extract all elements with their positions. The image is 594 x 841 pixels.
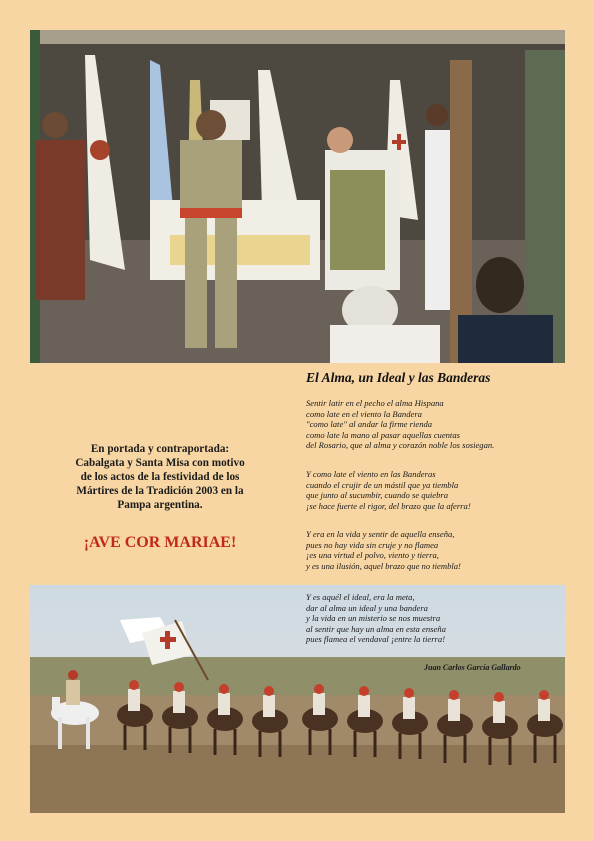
poem-title: El Alma, un Ideal y las Banderas [306, 370, 491, 385]
poem-line: y es una ilusión, aquel brazo que no tiembla! [306, 560, 461, 571]
poem-line: "como late" al andar la firme rienda [306, 419, 433, 430]
poem-line: pues no hay vida sin cruje y no flamea [306, 539, 439, 550]
caption-line: de los actos de la festividad de los [80, 471, 240, 483]
cover-caption [60, 442, 260, 512]
poem-line: ¡se hace fuerte el rigor, del brazo que la aferra! [306, 500, 471, 511]
poem-line: al sentir que hay un alma en esta enseña [306, 623, 446, 634]
poem-stanza [306, 529, 568, 571]
mass-photo [30, 30, 565, 363]
caption-line: Pampa argentina. [117, 499, 203, 511]
caption-line: Cabalgata y Santa Misa con motivo [75, 457, 245, 469]
poem-line: pues flamea el vendaval ¡entre la tierra! [306, 634, 446, 645]
poem-line: Sentir latir en el pecho el alma Hispana [306, 398, 444, 408]
poem-line: como late la mano al pasar aquellas cuentas [306, 429, 460, 440]
poem-line: y la vida en un misterio se nos muestra [306, 613, 441, 624]
poem-line: como late en el viento la Bandera [306, 408, 422, 419]
poem-stanza [306, 398, 568, 451]
caption-line: En portada y contraportada: [90, 443, 230, 455]
poem-line: dar al alma un ideal y una bandera [306, 602, 428, 613]
ave-cor-mariae-heading: ¡AVE COR MARIAE! [83, 534, 237, 551]
poem-line: cuando el crujir de un mástil que ya tiembla [306, 479, 459, 490]
caption-line: Mártires de la Tradición 2003 en la [76, 485, 244, 497]
poem-stanza [306, 469, 568, 511]
poem-author: Juan Carlos García Gallardo [424, 663, 521, 672]
poem-stanza [306, 592, 568, 645]
poem-line: del Rosario, que al alma y corazón noble los sosiegan. [306, 440, 495, 451]
poem-line: Y como late el viento en las Banderas [306, 469, 436, 479]
poem-line: Y era en la vida y sentir de aquella enseña, [306, 529, 455, 539]
poem-line: ¡es una virtud el polvo, viento y tierra, [306, 550, 439, 561]
poem-line: Y es aquél el ideal, era la meta, [306, 592, 415, 602]
poem-line: que junto al sucumbir, cuando se quiebra [306, 490, 449, 501]
